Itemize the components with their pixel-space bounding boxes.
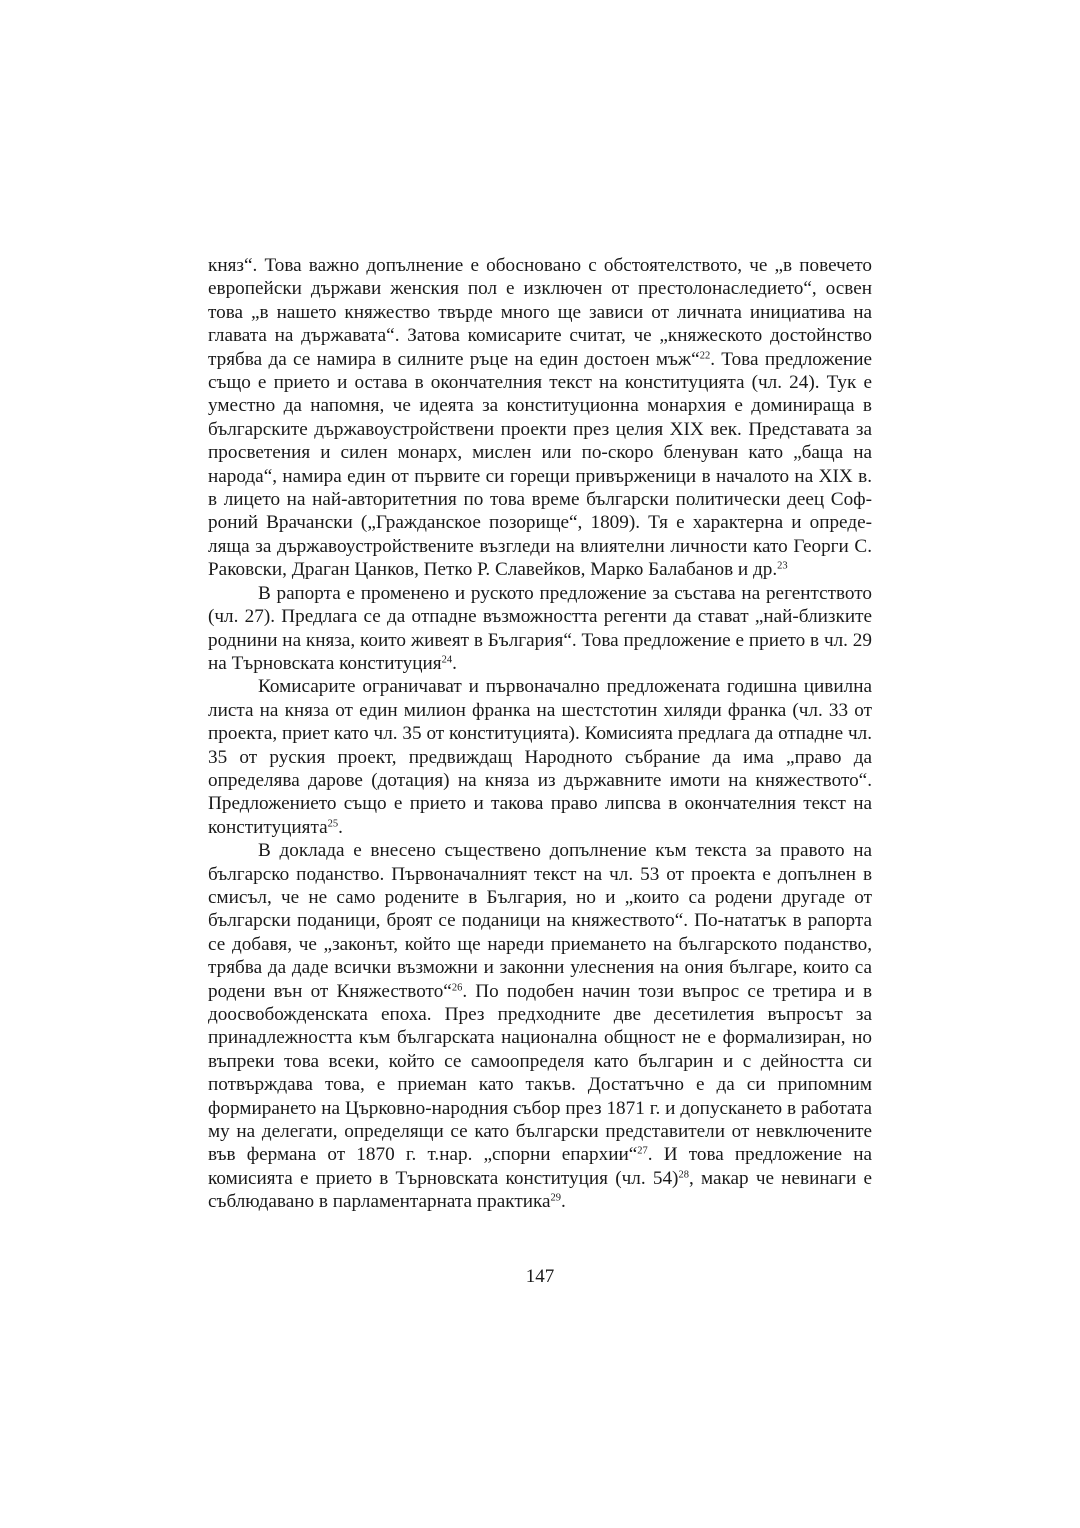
footnote-ref-27: 27 — [637, 1145, 648, 1157]
page-number: 147 — [525, 1266, 555, 1287]
footnote-ref-28: 28 — [678, 1169, 689, 1181]
book-page — [208, 254, 872, 1528]
text-run: В доклада е внесено съществено допълнение към текста за правото на българско поданство. Първоначалният текст на чл. 53 от проекта е допълнен в смисъл, че не само родените в България, но и „които са родени другаде от български поданици, броят се поданици на княжеството“. По-нататък в рапорта се добавя, че „законът, който ще нареди приемането на българското поданство, трябва да даде всички възможни и законни улеснения на ония българе, които са родени вън от Княжеството“ — [208, 840, 872, 1002]
text-run: . — [338, 816, 343, 838]
text-run: княз“. Това важно допълнение е обосновано с обстоятелството, че „в повечето европейски държави женския пол е изключен от престолонаследието“, освен това „в нашето княжество твърде много ще зависи от личната инициатива на главата на държавата“. Затова комисарите считат, че „княжеското достойнство трябва да се намира в силните ръце на един достоен мъж“ — [208, 255, 872, 370]
footnote-ref-22: 22 — [699, 350, 711, 362]
text-run: Комисарите ограничават и първоначално предложената годишна цивилна листа на княза от един милион франка на шестстотин хиляди франка (чл. 33 от проекта, приет като чл. 35 от конституцията). Комисията предлага да отпадне чл. 35 от руския проект, предвиждащ Народното събрание да има „право да определява дарове (дотация) на княза из държавните имоти на княжеството“. Предложението също е прието и такова право липсва в окончателния текст на конституцията — [208, 676, 872, 838]
footnote-ref-29: 29 — [550, 1192, 562, 1204]
text-run: . — [452, 652, 457, 674]
body-text — [208, 254, 872, 1214]
text-run: . Това предложение също е прието и остава в окончателния текст на конституцията (чл. 24). Тук е уместно да напомня, че идеята за конституционна монархия е доминираща в българските държавоустройствени проекти през целия XIX век. Представата за просветения и силен монарх, мислен или по-скоро бленуван като „баща на народа“, намира един от първите си горещи привърженици в началото на XIX в. в лицето на най-авторитетния по това време български политически деец Софроний Врачански („Гражданское позорище“, 1809). Тя е характерна и определяща за държавоустройствените възгледи на влиятелни личности като Георги С. Раковски, Драган Цанков, Петко Р. Славейков, Марко Балабанов и др. — [208, 348, 872, 581]
text-run: . — [561, 1191, 566, 1213]
footnote-ref-26: 26 — [451, 982, 463, 994]
text-run: . И това предложение на комисията е прието в Търновската конституция (чл. 54) — [208, 1144, 873, 1189]
paragraph-2 — [208, 582, 872, 676]
footnote-ref-24: 24 — [441, 654, 453, 666]
text-run: В рапорта е променено и руското предложение за състава на регентството (чл. 27). Предлага се да отпадне възможността регенти да стават „най-близките роднини на княза, които живеят в България“. Това предложение е прието в чл. 29 на Търновската конституция — [208, 582, 872, 674]
text-run: . По подобен начин този въпрос се третира и в доосвобожденската епоха. През предходните две десетилетия въпросът за принадлежността към българската национална общност не е формализиран, но въпреки това всеки, който се самоопределя като българин и с дейността си потвърждава това, е приеман като такъв. Достатъчно е да си припомним формирането на Църковно-народния събор през 1871 г. и допускането в работата му на делегати, определящи се като български представители от невключените във фермана от 1870 г. т.нар. „спорни епархии“ — [208, 980, 873, 1166]
paragraph-1 — [208, 254, 872, 582]
paragraph-3 — [208, 675, 872, 839]
text-run: , макар че невинаги е съблюдавано в парламентарната практика — [208, 1167, 873, 1213]
paragraph-4 — [208, 839, 872, 1214]
footnote-ref-23: 23 — [777, 560, 788, 572]
footnote-ref-25: 25 — [327, 818, 339, 830]
